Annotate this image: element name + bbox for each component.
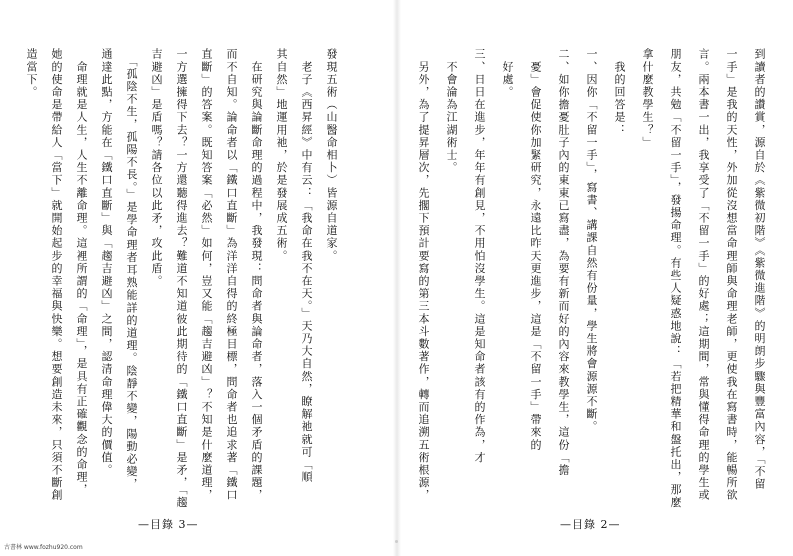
text-column: 言。兩本書一出，我享受了「不留一手」的好處；這期間，常與懂得命理的學生或 bbox=[697, 48, 710, 502]
text-column: 一手」是我的天性，外加從沒想當命理師與命理老師，更使我在寫書時，能暢所欲 bbox=[725, 48, 738, 502]
text-column: 到讀者的讚賞，源自於《紫微初階》《紫微進階》的明朗步驟與豐富內容，「不留 bbox=[753, 48, 766, 491]
text-column: 命理就是人生，人生不離命理。這裡所謂的「命理」，是具有正確觀念的命理， bbox=[75, 48, 88, 497]
text-column: 造當下。 bbox=[25, 48, 38, 99]
text-column: 在研究與論斷命理的過程中，我發現：問命者與論命者，落入一個矛盾的課題， bbox=[250, 48, 263, 502]
text-column: 吉避凶」是盾嗎？請各位以此矛，攻此盾。 bbox=[150, 48, 163, 288]
text-column: 不會淪為江湖術士。 bbox=[445, 48, 458, 174]
text-column: 「孤陰不生，孤陽不長。」是學命理者耳熟能詳的道理。陰靜不變，陽動必變， bbox=[125, 48, 138, 491]
text-column: 朋友，共勉「不留一手」，發揚命理。有些人疑惑地說：「若把精華和盤托出，那麼 bbox=[669, 48, 682, 509]
source-footer: 古書林 www.fozhu920.com bbox=[4, 544, 83, 551]
text-column: 三、日日在進步，年年有創見，不用怕沒學生。這是知命者該有的作為，才 bbox=[473, 48, 486, 464]
text-column: 老子《西昇經》中有云：「我命在我不在天。」天乃大自然，瞭解祂就可「順 bbox=[300, 48, 313, 484]
text-column: 拿什麼教學生？」 bbox=[641, 48, 654, 149]
text-column: 一、因你「不留一手」，寫書、講課自然有份量，學生將會源源不斷。 bbox=[585, 48, 598, 434]
text-column: 我的回答是： bbox=[613, 48, 626, 137]
text-column: 她的使命是帶給人「當下」就開始起步的幸福與快樂。想要創造未來，只須不斷創 bbox=[50, 48, 63, 502]
text-column: 另外，為了提昇層次，先擱下預計要寫的第三本斗數著作，轉而追溯五術根源， bbox=[417, 48, 430, 502]
left-page bbox=[0, 0, 396, 556]
page-number-left: —目錄 3— bbox=[138, 518, 199, 531]
center-dot bbox=[395, 540, 398, 543]
text-column: 憂」會促使你加緊研究，永遠比昨天更進步，這是「不留一手」帶來的 bbox=[529, 48, 542, 452]
text-column: 其自然」地運用祂，於是發展成五術。 bbox=[275, 48, 288, 263]
text-column: 通達此點，方能在「鐵口直斷」與「趨吉避凶」之間，認清命理偉大的價值。 bbox=[100, 48, 113, 477]
text-column: 而不自知。論命者以「鐵口直斷」為洋洋自得的終極目標，問命者也追求著「鐵口 bbox=[225, 48, 238, 502]
text-column: 一方選擁得下去？一方還聽得進去？難道不知道彼此期待的「鐵口直斷」是矛，「趨 bbox=[175, 48, 188, 509]
text-column: 發現五術（山醫命相卜）皆源自道家。 bbox=[325, 48, 338, 263]
text-column: 直斷」的答案。既知答案「必然」如何，豈又能「趨吉避凶」？不知是什麼道理， bbox=[200, 48, 213, 502]
page-number-right: —目錄 2— bbox=[560, 518, 621, 531]
text-column: 好處。 bbox=[501, 48, 514, 99]
text-column: 二、如你擔憂肚子內的東東已寫盡，為要有新而好的內容來教學生，這份「擔 bbox=[557, 48, 570, 477]
right-page bbox=[397, 0, 793, 556]
